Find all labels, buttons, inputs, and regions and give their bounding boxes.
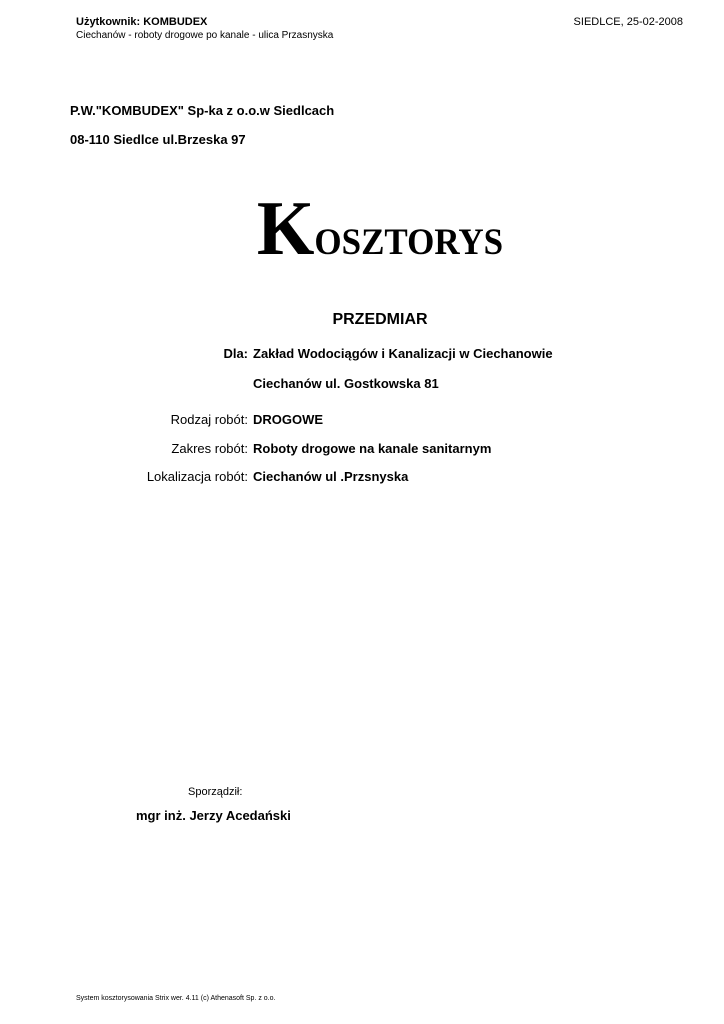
header-place-date: SIEDLCE, 25-02-2008 — [573, 16, 683, 28]
detail-label: Zakres robót: — [171, 441, 248, 456]
document-subtitle: PRZEDMIAR — [332, 311, 428, 328]
for-label: Dla: — [223, 346, 248, 361]
prepared-by-label: Sporządził: — [188, 786, 243, 798]
detail-value: DROGOWE — [253, 412, 324, 427]
document-title-rest: osztorys — [314, 206, 504, 266]
company-address: 08-110 Siedlce ul.Brzeska 97 — [70, 132, 246, 147]
company-name: P.W."KOMBUDEX" Sp-ka z o.o.w Siedlcach — [70, 103, 335, 118]
for-name: Zakład Wodociągów i Kanalizacji w Ciechanowie — [253, 346, 553, 361]
detail-label: Lokalizacja robót: — [146, 469, 248, 484]
document-title — [0, 185, 724, 273]
prepared-by-name: mgr inż. Jerzy Acedański — [136, 808, 291, 823]
detail-label: Rodzaj robót: — [170, 412, 248, 427]
detail-value: Ciechanów ul .Przsnyska — [253, 469, 409, 484]
detail-value: Roboty drogowe na kanale sanitarnym — [253, 441, 492, 456]
header-project: Ciechanów - roboty drogowe po kanale - ulica Przasnyska — [76, 30, 334, 41]
footer-system-info: System kosztorysowania Strix wer. 4.11 (c) Athenasoft Sp. z o.o. — [76, 995, 276, 1002]
document-title-first-letter: K — [256, 185, 315, 273]
header-user: Użytkownik: KOMBUDEX — [76, 16, 208, 28]
for-address: Ciechanów ul. Gostkowska 81 — [253, 376, 439, 391]
